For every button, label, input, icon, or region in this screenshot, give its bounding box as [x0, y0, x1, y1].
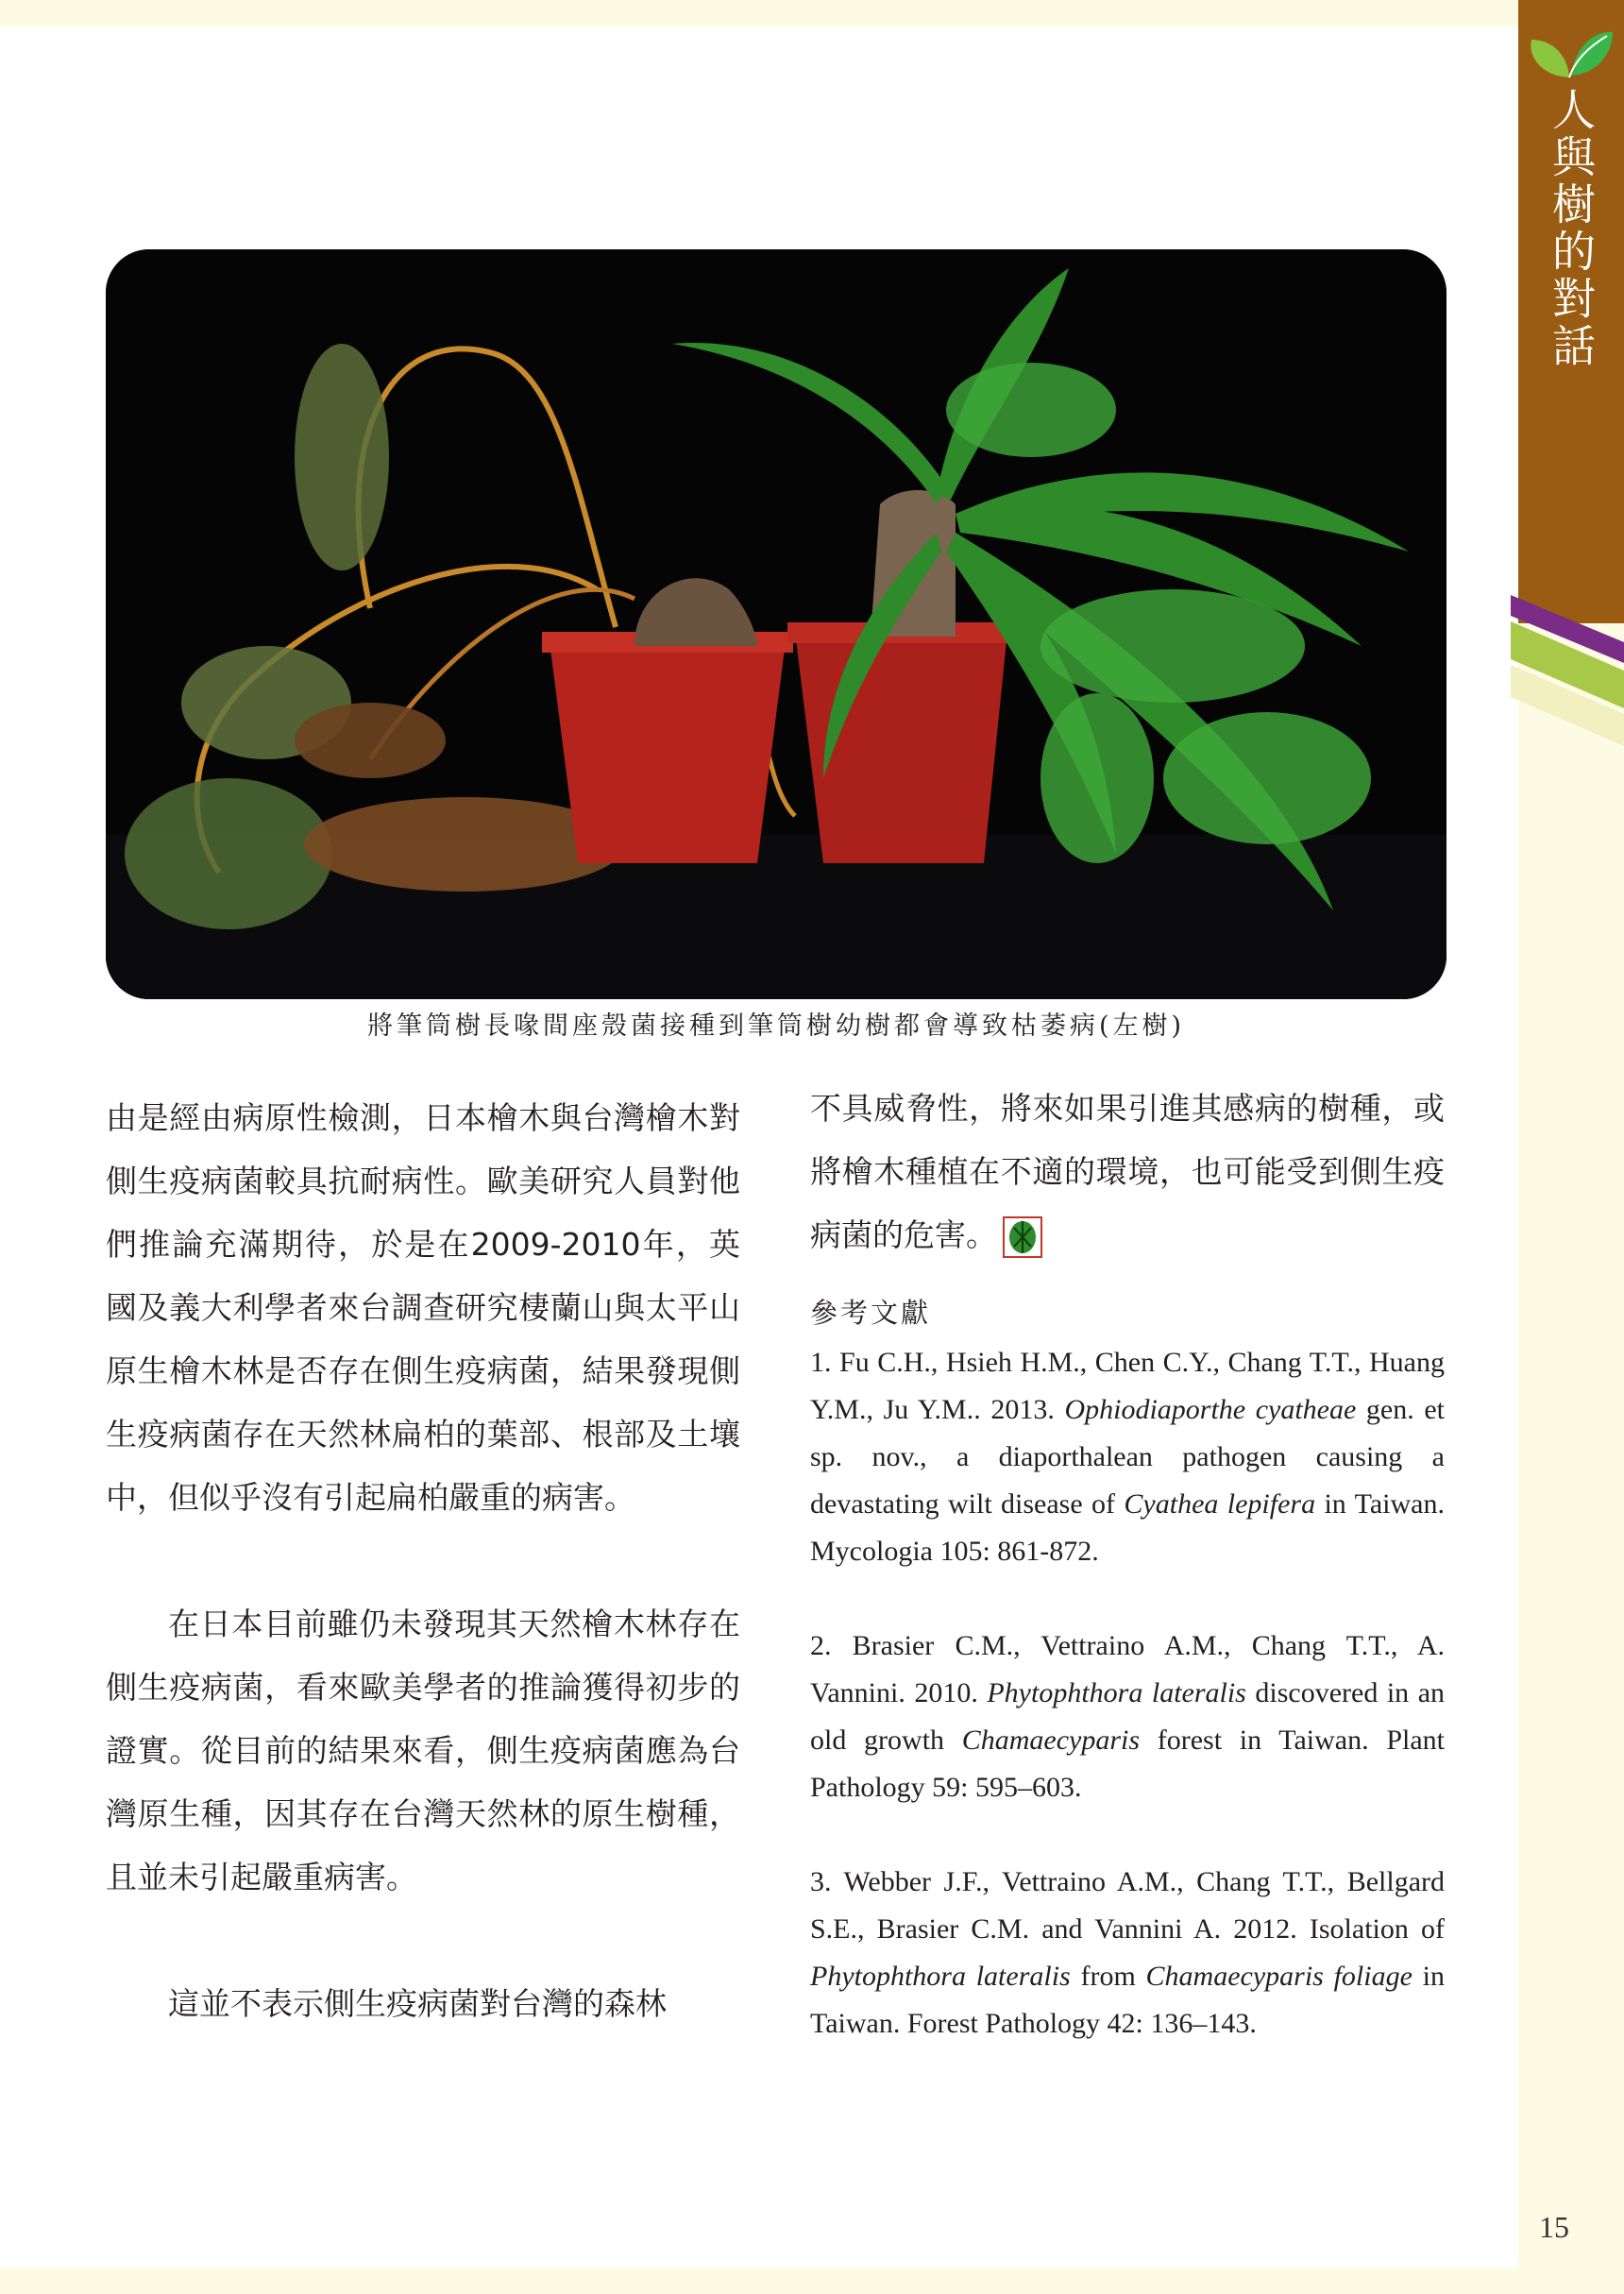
reference-text: 1. Fu C.H., Hsieh H.M., Chen C.Y., Chang T.T., Huang Y.M., Ju Y.M.. 2013.: [810, 1347, 1445, 1425]
left-column: [106, 1086, 740, 2035]
reference-italic-text: Phytophthora lateralis: [987, 1677, 1246, 1708]
reference-italic-text: Cyathea lepifera: [1124, 1488, 1316, 1520]
reference-italic-text: Chamaecyparis foliage: [1145, 1961, 1413, 1992]
reference-italic-text: Ophiodiaporthe cyatheae: [1064, 1394, 1357, 1425]
reference-text: 3. Webber J.F., Vettraino A.M., Chang T.T., Bellgard S.E., Brasier C.M. and Vannini A. 2012. Isolation of: [810, 1866, 1445, 1945]
decorative-stripes: [1511, 586, 1624, 756]
reference-text: gen. et sp. nov., a diaporthalean pathogen causing a devastating wilt disease of: [810, 1394, 1445, 1520]
photo-caption: 將筆筒樹長喙間座殼菌接種到筆筒樹幼樹都會導致枯萎病(左樹): [366, 1011, 1186, 1041]
leaf-icon: [1522, 19, 1616, 85]
paragraph-text: 不具威脅性，將來如果引進其感病的樹種，或將檜木種植在不適的環境，也可能受到側生疫病菌的危害。: [810, 1090, 1445, 1253]
reference-italic-text: Chamaecyparis: [961, 1725, 1141, 1756]
paragraph: 在日本目前雖仍未發現其天然檜木林存在側生疫病菌，看來歐美學者的推論獲得初步的證實。從目前的結果來看，側生疫病菌應為台灣原生種，因其存在台灣天然林的原生樹種，且並未引起嚴重病害。: [106, 1606, 740, 1895]
reference-italic-text: Phytophthora lateralis: [810, 1961, 1071, 1992]
page-number: 15: [1539, 2210, 1569, 2244]
tree-fern-photo: [106, 249, 1446, 999]
references-heading: 參考文獻: [810, 1297, 932, 1329]
reference-text: forest in Taiwan. Plant Pathology 59: 595–603.: [810, 1725, 1445, 1803]
reference-text: discovered in an old growth: [810, 1677, 1446, 1756]
reference-text: in Taiwan. Mycologia 105: 861-872.: [810, 1488, 1445, 1567]
reference-text: from: [1070, 1961, 1146, 1992]
reference-text: in Taiwan. Forest Pathology 42: 136–143.: [810, 1961, 1445, 2039]
article-end-icon: [1003, 1216, 1042, 1258]
paragraph: [810, 1077, 1445, 1266]
right-column: [810, 1077, 1445, 1266]
section-title: 人與樹的對話: [1546, 87, 1597, 370]
references-list: [810, 1339, 1445, 2095]
reference-item: [810, 1339, 1445, 1575]
paragraph: 由是經由病原性檢測，日本檜木與台灣檜木對側生疫病菌較具抗耐病性。歐美研究人員對他們推論充滿期待，於是在2009-2010年，英國及義大利學者來台調查研究棲蘭山與太平山原生檜木林是否存在側生疫病菌，結果發現側生疫病菌存在天然林扁柏的葉部、根部及土壤中，但似乎沒有引起扁柏嚴重的病害。: [106, 1099, 740, 1516]
paragraph: 這並不表示側生疫病菌對台灣的森林: [168, 1985, 667, 2022]
reference-item: [810, 1859, 1445, 2048]
reference-text: 2. Brasier C.M., Vettraino A.M., Chang T.T., A. Vannini. 2010.: [810, 1630, 1445, 1708]
reference-item: [810, 1623, 1445, 1811]
